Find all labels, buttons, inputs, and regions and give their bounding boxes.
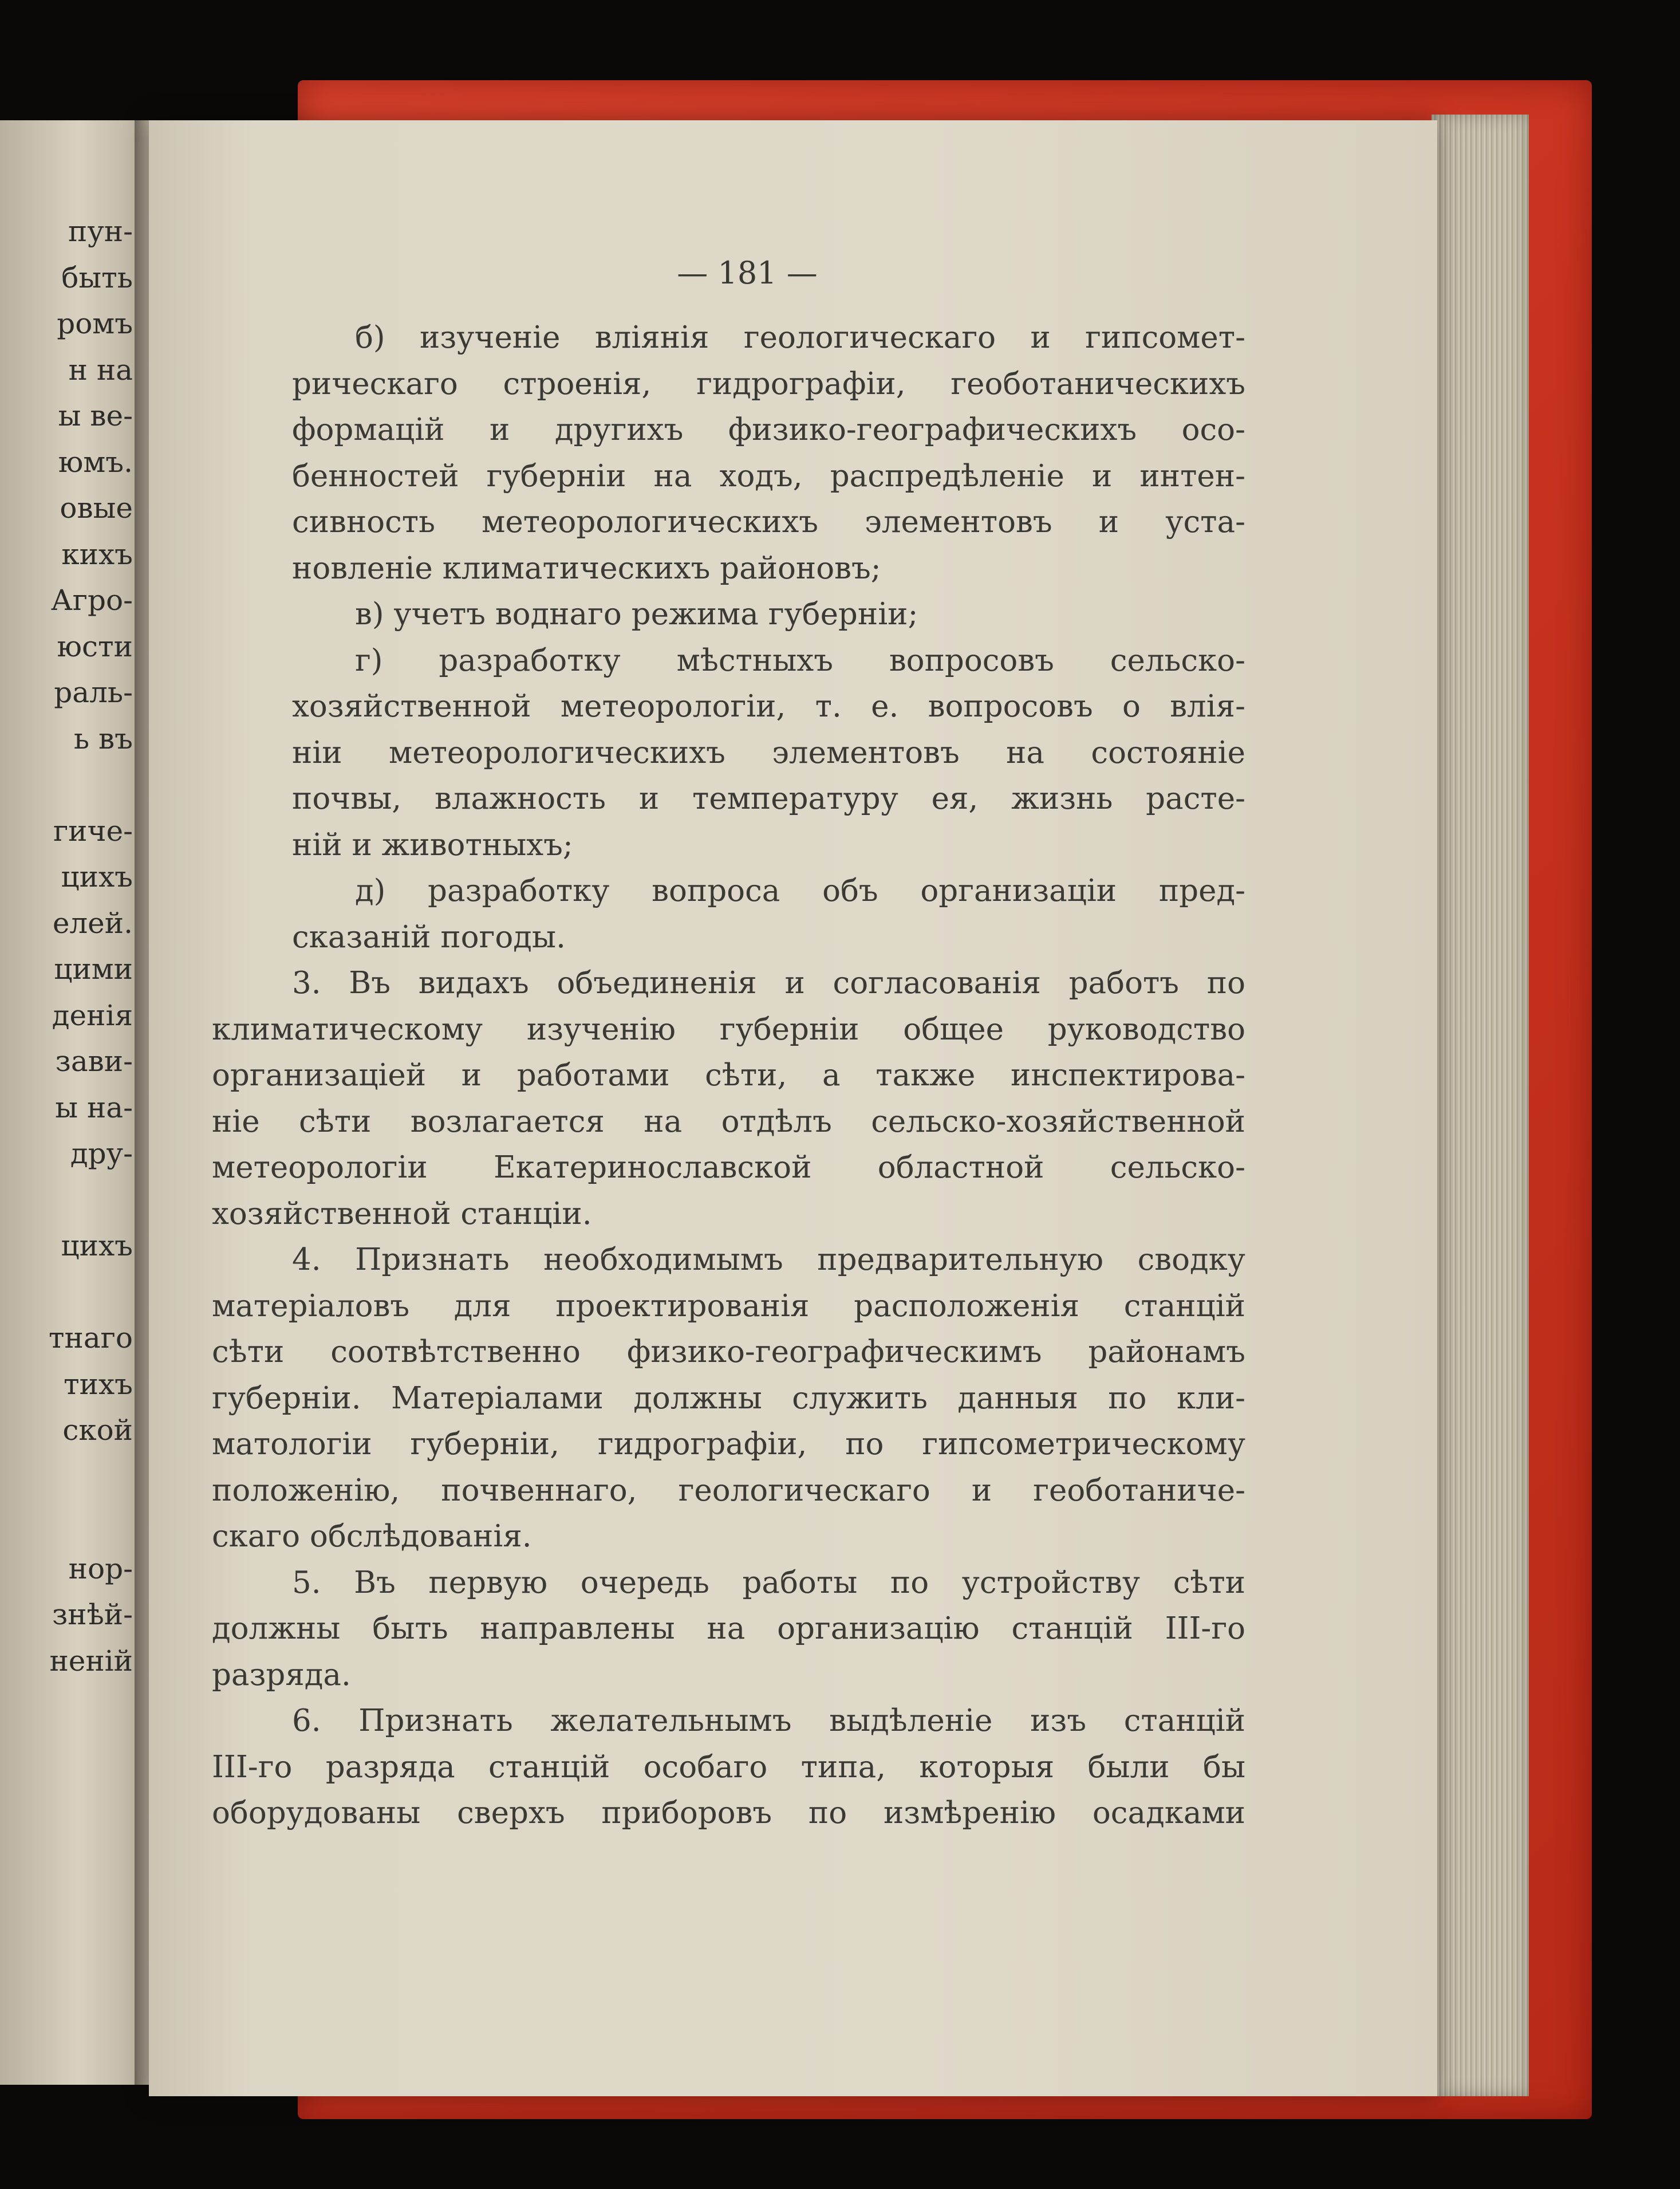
text-line: оборудованы сверхъ приборовъ по измѣренію осадками — [212, 1796, 1245, 1830]
left-page-line-fragment: ской — [62, 1414, 133, 1447]
text-line: хозяйственной станціи. — [212, 1196, 592, 1231]
text-line: почвы, влажность и температуру ея, жизнь расте- — [292, 781, 1245, 816]
text-line: организаціей и работами сѣти, а также инспектирова- — [212, 1058, 1245, 1093]
text-line: в) учетъ воднаго режима губерніи; — [355, 597, 918, 632]
text-line: скаго обслѣдованія. — [212, 1519, 532, 1554]
text-line: ніе сѣти возлагается на отдѣлъ сельско-хозяйственной — [212, 1104, 1245, 1139]
left-page-line-fragment: денія — [52, 998, 133, 1032]
text-line: метеорологіи Екатеринославской областной сельско- — [212, 1150, 1245, 1185]
text-line: губерніи. Матеріалами должны служить данныя по кли- — [212, 1380, 1245, 1416]
text-line: положенію, почвеннаго, геологическаго и геоботаниче- — [212, 1473, 1245, 1508]
text-line: рическаго строенія, гидрографіи, геоботаническихъ — [292, 366, 1245, 401]
left-page-line-fragment: юсти — [57, 629, 133, 663]
text-line: 3. Въ видахъ объединенія и согласованія работъ по — [292, 966, 1245, 1001]
text-line: разряда. — [212, 1657, 351, 1692]
left-page-line-fragment: цихъ — [61, 860, 133, 893]
text-line: матеріаловъ для проектированія расположенія станцій — [212, 1288, 1245, 1324]
left-page-line-fragment: цихъ — [61, 1229, 133, 1262]
page-body-text — [212, 315, 1245, 1837]
left-page-line-fragment: н на — [68, 353, 133, 387]
text-line: матологіи губерніи, гидрографіи, по гипсометрическому — [212, 1427, 1245, 1462]
text-line: б) изученіе вліянія геологическаго и гипсомет- — [355, 320, 1245, 355]
text-line: ніи метеорологическихъ элементовъ на состояніе — [292, 735, 1245, 770]
left-page-line-fragment: елей. — [52, 906, 133, 940]
text-line: новленіе климатическихъ районовъ; — [292, 550, 881, 586]
left-page-line-fragment: ы на- — [55, 1090, 133, 1124]
left-page-line-fragment: овые — [60, 491, 133, 525]
left-page-line-fragment: Агро- — [50, 584, 133, 617]
left-page-line-fragment: гиче- — [53, 814, 133, 848]
text-line: 4. Признать необходимымъ предварительную сводку — [292, 1242, 1245, 1277]
page-fore-edge — [1431, 115, 1529, 2096]
page-number: — 181 — — [677, 255, 818, 291]
text-line: 5. Въ первую очередь работы по устройству сѣти — [292, 1565, 1245, 1600]
text-line: сѣти соотвѣтственно физико-географическимъ районамъ — [212, 1334, 1245, 1369]
left-page-line-fragment: тихъ — [64, 1367, 133, 1401]
text-line: сказаній погоды. — [292, 919, 566, 955]
left-page-line-fragment: быть — [61, 261, 133, 294]
text-line: формацій и другихъ физико-географическихъ осо- — [292, 412, 1245, 447]
left-page-line-fragment: юмъ. — [58, 445, 133, 479]
text-line: д) разработку вопроса объ организаціи пред- — [355, 873, 1245, 908]
left-page-line-fragment: неній — [49, 1644, 133, 1678]
text-line: сивность метеорологическихъ элементовъ и уста- — [292, 505, 1245, 540]
left-page-line-fragment: раль- — [54, 676, 133, 709]
left-page-line-fragment: зави- — [55, 1045, 133, 1078]
left-page-line-fragment: знѣй- — [52, 1598, 133, 1631]
page — [149, 120, 1437, 2096]
text-line: III-го разряда станцій особаго типа, которыя были бы — [212, 1749, 1245, 1785]
text-line: климатическому изученію губерніи общее руководство — [212, 1011, 1245, 1047]
left-page-line-fragment: дру- — [70, 1137, 133, 1170]
left-page-line-fragment: нор- — [68, 1552, 133, 1585]
text-line: должны быть направлены на организацію станцій III-го — [212, 1611, 1245, 1646]
left-page-line-fragment: пун- — [68, 215, 133, 248]
left-page-line-fragment: ромъ — [57, 307, 133, 340]
text-line: г) разработку мѣстныхъ вопросовъ сельско- — [355, 643, 1245, 678]
text-line: хозяйственной метеорологіи, т. е. вопросовъ о влія- — [292, 689, 1245, 724]
left-page-line-fragment: тнаго — [48, 1321, 133, 1355]
text-line: ній и животныхъ; — [292, 827, 573, 863]
left-page-line-fragment: цими — [54, 952, 133, 986]
left-page-line-fragment: ы ве- — [58, 399, 133, 432]
text-line: 6. Признать желательнымъ выдѣленіе изъ станцій — [292, 1703, 1245, 1738]
left-page-line-fragment: кихъ — [61, 537, 133, 571]
text-line: бенностей губерніи на ходъ, распредѣленіе и интен- — [292, 458, 1245, 494]
previous-page-fragment — [0, 120, 143, 2085]
left-page-line-fragment: ь въ — [73, 722, 133, 755]
